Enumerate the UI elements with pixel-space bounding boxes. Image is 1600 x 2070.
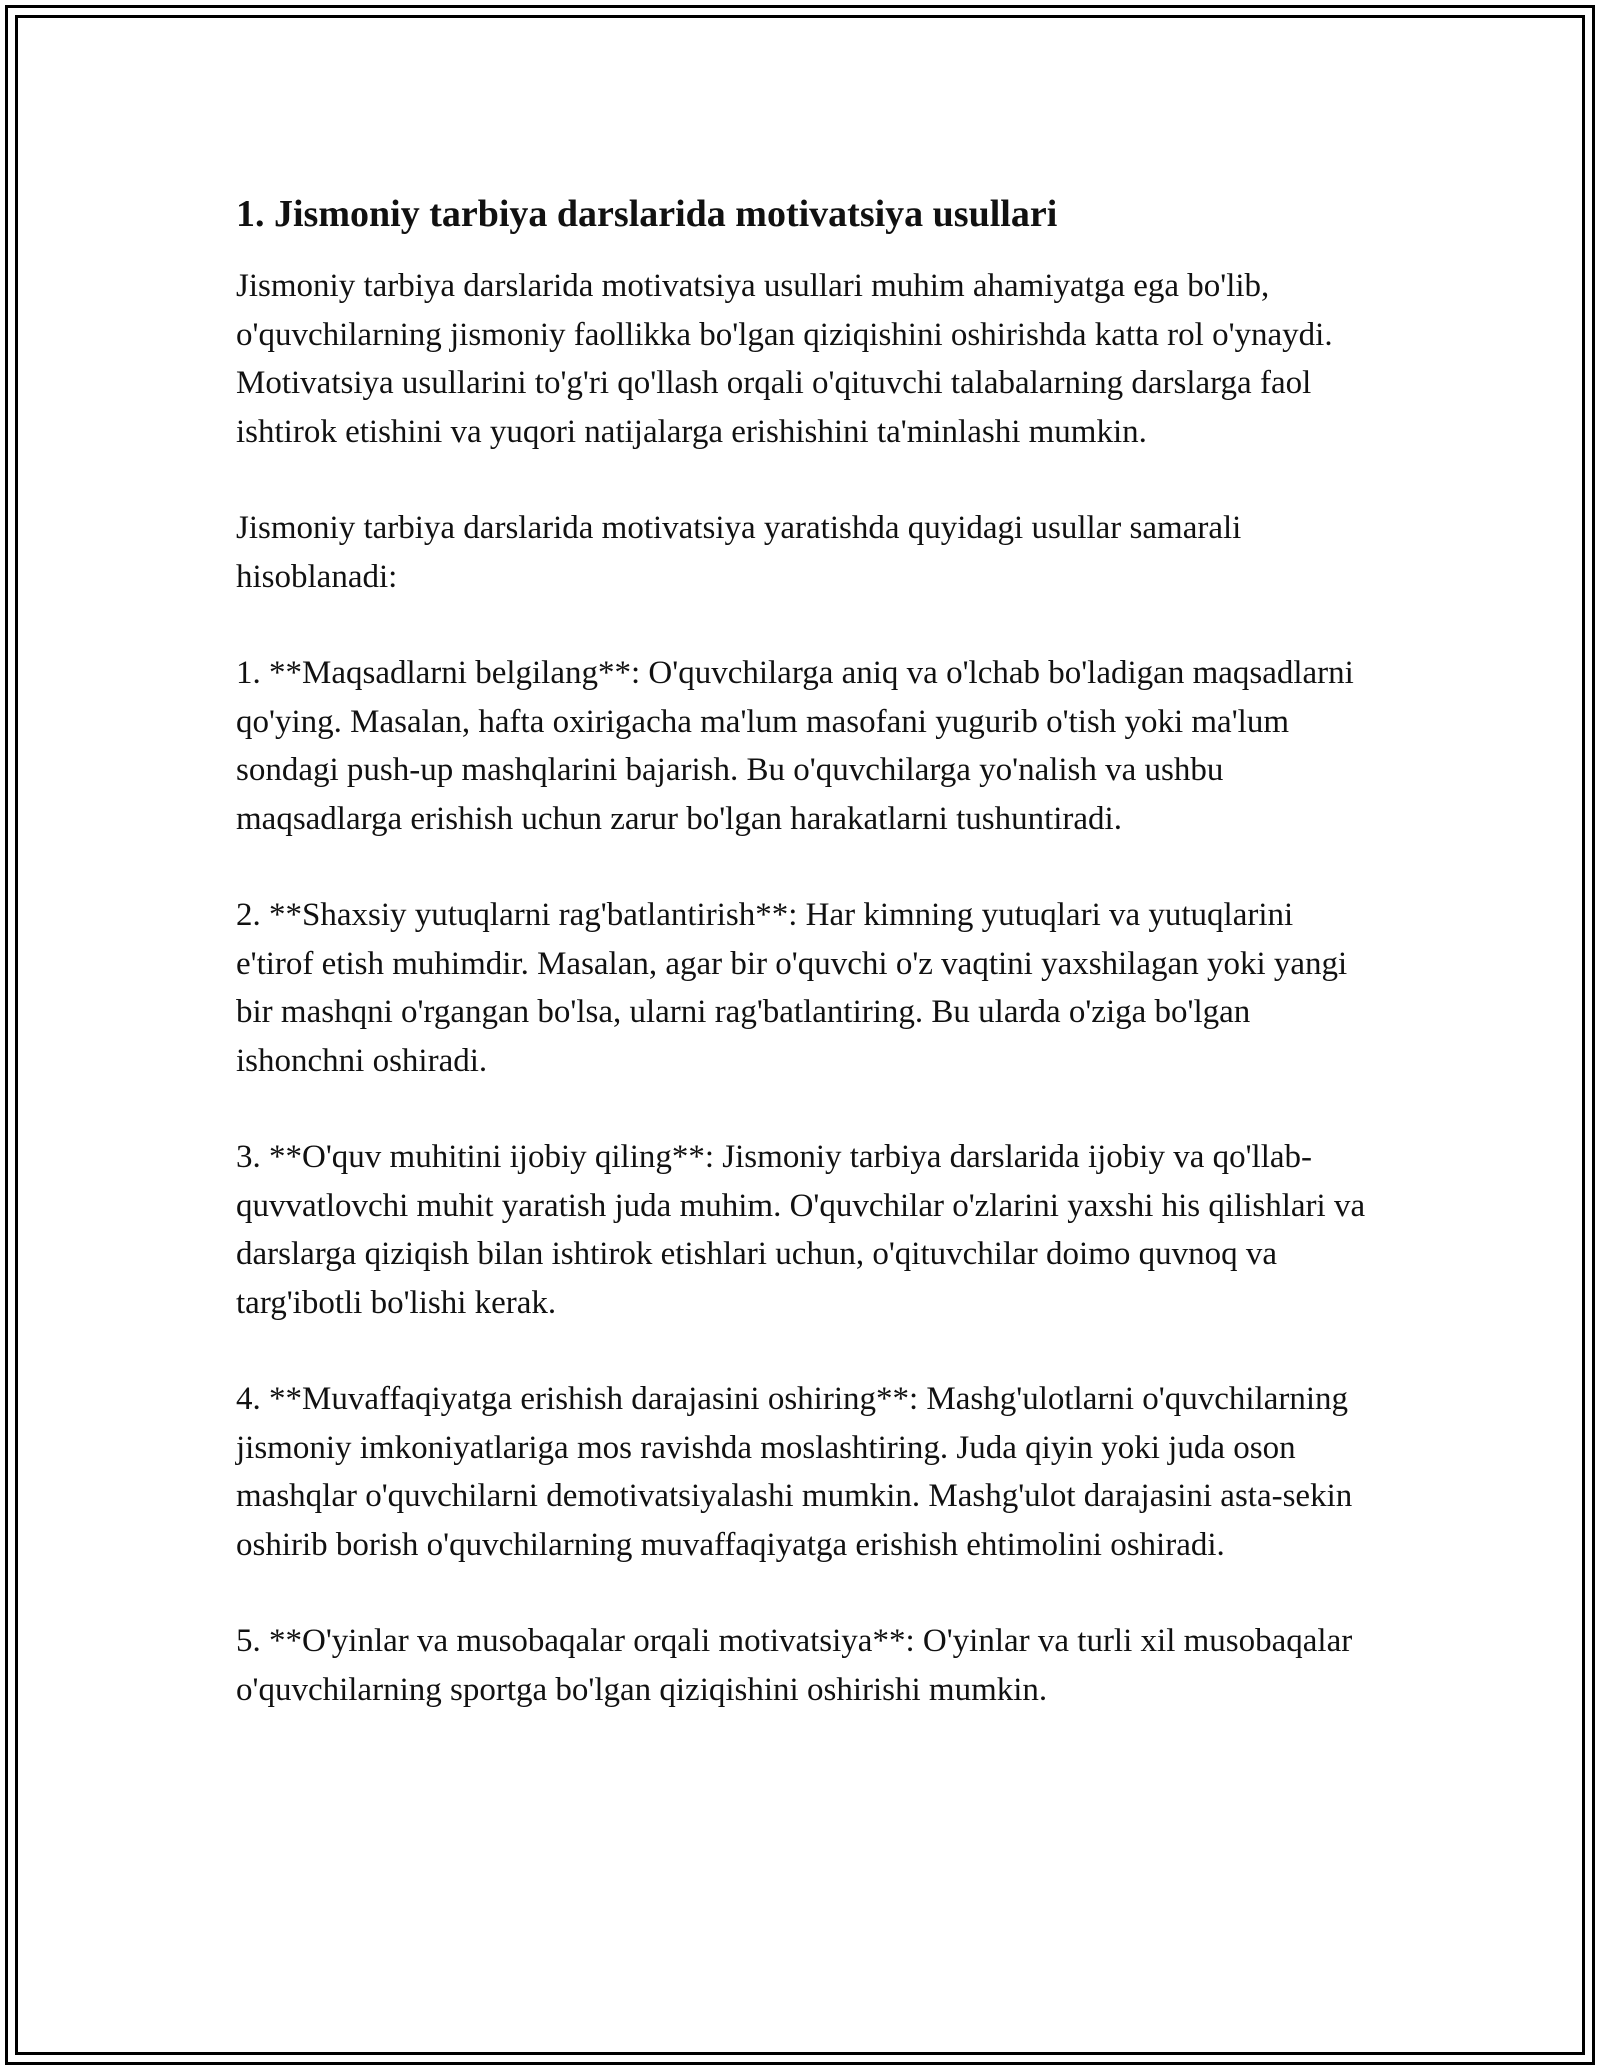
list-intro-paragraph: Jismoniy tarbiya darslarida motivatsiya yaratishda quyidagi usullar samarali hisoblanadi: xyxy=(236,510,1242,595)
list-item-games: 5. **O'yinlar va musobaqalar orqali motivatsiya**: O'yinlar va turli xil musobaqalar o'quvchilarning sportga bo'lgan qiziqishini oshirishi mumkin. xyxy=(236,1623,1353,1708)
document-title: 1. Jismoniy tarbiya darslarida motivatsiya usullari xyxy=(236,193,1058,235)
document-body xyxy=(236,188,1376,1762)
list-item-goals: 1. **Maqsadlarni belgilang**: O'quvchilarga aniq va o'lchab bo'ladigan maqsadlarni qo'ying. Masalan, hafta oxirigacha ma'lum masofani yugurib o'tish yoki ma'lum sondagi push-up mashqlarini bajarish. Bu o'quvchilarga yo'nalish va ushbu maqsadlarga erishish uchun zarur bo'lgan harakatlarni tushuntiradi. xyxy=(236,655,1354,837)
intro-paragraph: Jismoniy tarbiya darslarida motivatsiya usullari muhim ahamiyatga ega bo'lib, o'quvchilarning jismoniy faollikka bo'lgan qiziqishini oshirishda katta rol o'ynaydi. Motivatsiya usullarini to'g'ri qo'llash orqali o'qituvchi talabalarning darslarga faol ishtirok etishini va yuqori natijalarga erishishini ta'minlashi mumkin. xyxy=(236,268,1333,450)
list-item-success-level: 4. **Muvaffaqiyatga erishish darajasini oshiring**: Mashg'ulotlarni o'quvchilarning jismoniy imkoniyatlariga mos ravishda moslashtiring. Juda qiyin yoki juda oson mashqlar o'quvchilarni demotivatsiyalashi mumkin. Mashg'ulot darajasini asta-sekin oshirib borish o'quvchilarning muvaffaqiyatga erishish ehtimolini oshiradi. xyxy=(236,1381,1353,1563)
list-item-achievements: 2. **Shaxsiy yutuqlarni rag'batlantirish**: Har kimning yutuqlari va yutuqlarini e'tirof etish muhimdir. Masalan, agar bir o'quvchi o'z vaqtini yaxshilagan yoki yangi bir mashqni o'rgangan bo'lsa, ularni rag'batlantiring. Bu ularda o'ziga bo'lgan ishonchni oshiradi. xyxy=(236,897,1348,1079)
list-item-environment: 3. **O'quv muhitini ijobiy qiling**: Jismoniy tarbiya darslarida ijobiy va qo'llab-quvvatlovchi muhit yaratish juda muhim. O'quvchilar o'zlarini yaxshi his qilishlari va darslarga qiziqish bilan ishtirok etishlari uchun, o'qituvchilar doimo quvnoq va targ'ibotli bo'lishi kerak. xyxy=(236,1139,1366,1321)
